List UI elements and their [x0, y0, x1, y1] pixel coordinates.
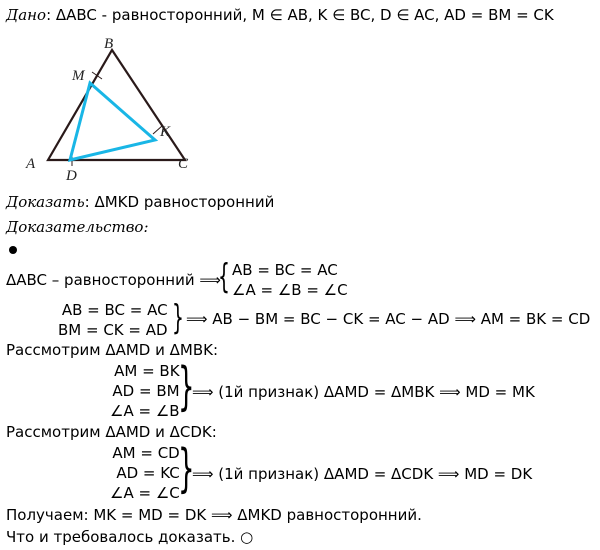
- step3-system: [110, 361, 180, 421]
- triangle-figure: [20, 30, 200, 180]
- step3-eq3: ∠A = ∠B: [110, 402, 180, 420]
- step4-system: [110, 443, 180, 503]
- proof-heading: Доказательство:: [6, 218, 149, 236]
- label-b: B: [104, 36, 114, 52]
- label-a: A: [26, 156, 36, 172]
- given-text: : ΔABC - равносторонний, M ∈ AB, K ∈ BC, D ∈ AC, AD = BM = CK: [46, 6, 554, 24]
- label-m: M: [72, 68, 85, 84]
- prove-label: Доказать: [6, 193, 85, 211]
- step3-brace: }: [178, 357, 195, 417]
- step1-brace: {: [218, 257, 230, 297]
- label-c: C: [178, 156, 189, 172]
- step4-eq3: ∠A = ∠C: [110, 484, 180, 502]
- step2-system: [58, 300, 168, 340]
- step2-right: ⟹ AB − BM = BC − CK = AC − AD ⟹ AM = BK = CD: [186, 310, 591, 328]
- step4-eq1: AM = CD: [112, 444, 180, 462]
- prove-text: : ΔMKD равносторонний: [84, 193, 275, 211]
- bullet: [9, 246, 17, 254]
- consider1: Рассмотрим ΔAMD и ΔMBK:: [6, 341, 218, 359]
- result: Получаем: MK = MD = DK ⟹ ΔMKD равносторонний.: [6, 506, 422, 524]
- label-d: D: [66, 168, 77, 180]
- prove-line: [6, 193, 274, 211]
- step4-brace: }: [178, 439, 195, 499]
- step1-eq2: ∠A = ∠B = ∠C: [232, 281, 348, 299]
- step2-brace: }: [172, 298, 184, 338]
- qed: Что и требовалось доказать. ○: [6, 528, 254, 546]
- step1-system: [232, 260, 348, 300]
- step4-right: ⟹ (1й признак) ΔAMD = ΔCDK ⟹ MD = DK: [192, 465, 533, 483]
- consider2: Рассмотрим ΔAMD и ΔCDK:: [6, 423, 217, 441]
- step3-eq2: AD = BM: [112, 382, 180, 400]
- label-k: K: [160, 124, 171, 140]
- step1-eq1: AB = BC = AC: [232, 261, 338, 279]
- step2-eq1: AB = BC = AC: [61, 301, 168, 319]
- step4-eq2: AD = KC: [116, 464, 180, 482]
- given-line: [6, 6, 554, 24]
- step2-eq2: BM = CK = AD: [58, 321, 168, 339]
- step1-left: ΔABC – равносторонний ⟹: [6, 271, 221, 289]
- step3-eq1: AM = BK: [114, 362, 180, 380]
- given-label: Дано: [6, 6, 47, 24]
- step3-right: ⟹ (1й признак) ΔAMD = ΔMBK ⟹ MD = MK: [192, 383, 535, 401]
